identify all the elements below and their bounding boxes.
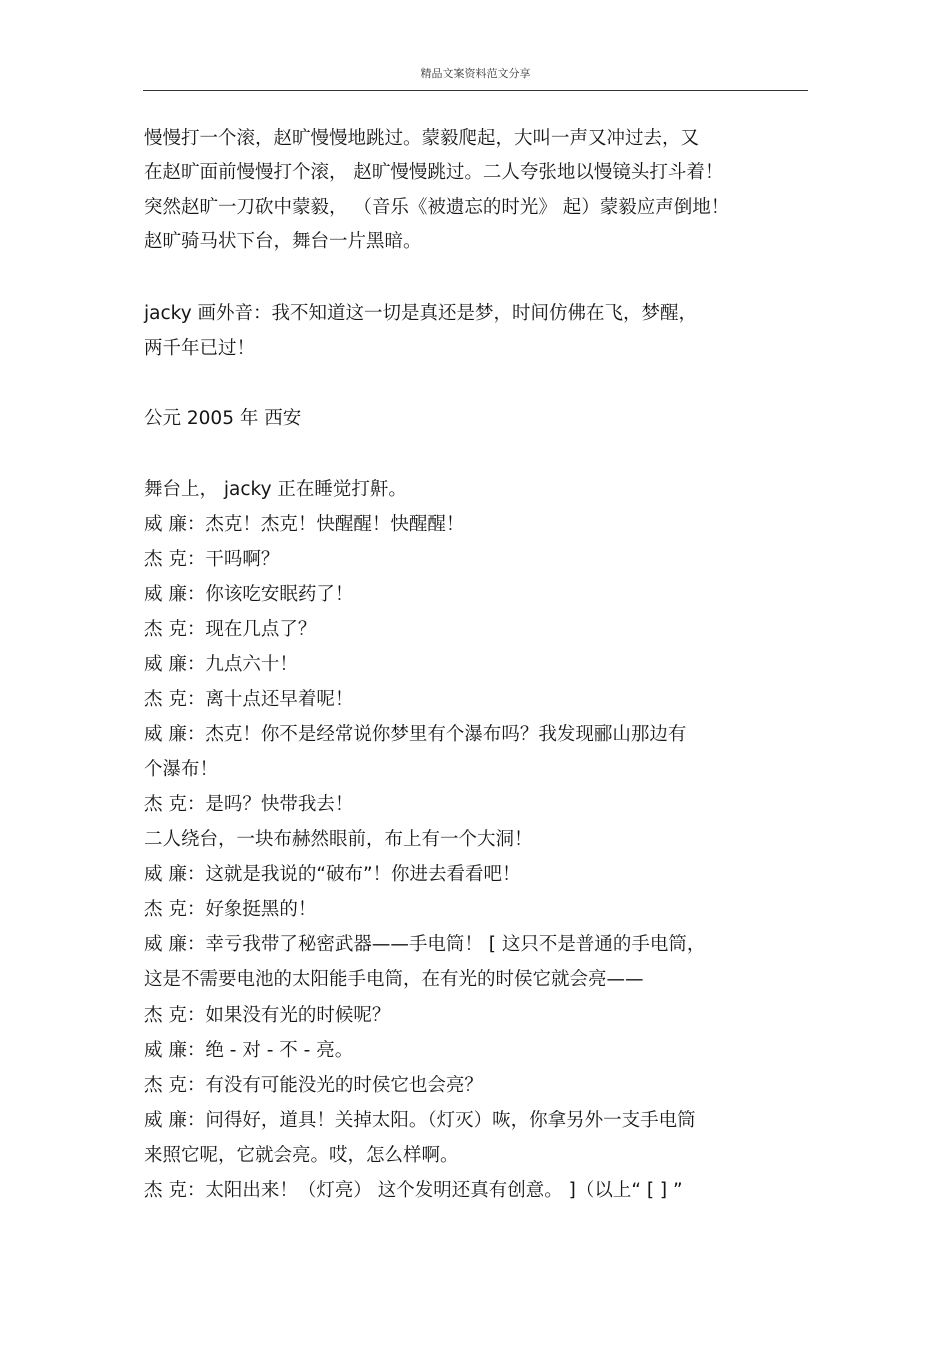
text-line: jacky 画外音：我不知道这一切是真还是梦，时间仿佛在飞，梦醒， xyxy=(144,303,698,324)
text-line: 舞台上， jacky 正在睡觉打鼾。 xyxy=(144,479,407,500)
text-line: 突然赵旷一刀砍中蒙毅， （音乐《被遗忘的时光》 起）蒙毅应声倒地！ xyxy=(144,197,730,218)
dialogue-line: 杰 克：如果没有光的时候呢？ xyxy=(144,1005,391,1026)
dialogue-line: 威 廉：你该吃安眠药了！ xyxy=(144,584,354,605)
text-line: 两千年已过！ xyxy=(144,338,256,359)
dialogue-line: 杰 克：干吗啊？ xyxy=(144,549,280,570)
dialogue-line: 来照它呢，它就会亮。哎，怎么样啊。 xyxy=(144,1145,459,1166)
dialogue-line: 杰 克：现在几点了？ xyxy=(144,619,317,640)
header-divider xyxy=(143,90,808,91)
dialogue-line: 杰 克：是吗？快带我去！ xyxy=(144,794,354,815)
dialogue-line: 杰 克：太阳出来！（灯亮） 这个发明还真有创意。 ]（以上“ [ ] ” xyxy=(144,1180,683,1201)
text-line: 在赵旷面前慢慢打个滚， 赵旷慢慢跳过。二人夸张地以慢镜头打斗着！ xyxy=(144,162,724,183)
dialogue-line: 威 廉：这就是我说的“破布”！你进去看看吧！ xyxy=(144,864,521,885)
dialogue-line: 个瀑布！ xyxy=(144,759,219,780)
stage-direction: 二人绕台，一块布赫然眼前，布上有一个大洞！ xyxy=(144,829,533,850)
text-line: 慢慢打一个滚，赵旷慢慢地跳过。蒙毅爬起，大叫一声又冲过去，又 xyxy=(144,128,700,149)
dialogue-line: 威 廉：绝 - 对 - 不 - 亮。 xyxy=(144,1040,354,1061)
text-line: 公元 2005 年 西安 xyxy=(144,408,302,429)
dialogue-line: 这是不需要电池的太阳能手电筒，在有光的时侯它就会亮—— xyxy=(144,969,644,990)
dialogue-line: 威 廉：杰克！你不是经常说你梦里有个瀑布吗？我发现郦山那边有 xyxy=(144,724,687,745)
dialogue-line: 威 廉：杰克！杰克！快醒醒！快醒醒！ xyxy=(144,514,465,535)
dialogue-line: 威 廉：九点六十！ xyxy=(144,654,298,675)
dialogue-line: 杰 克：离十点还早着呢！ xyxy=(144,689,354,710)
dialogue-line: 杰 克：好象挺黑的！ xyxy=(144,899,317,920)
page-header: 精品文案资料范文分享 xyxy=(420,67,531,80)
dialogue-line: 威 廉：幸亏我带了秘密武器——手电筒！ [ 这只不是普通的手电筒， xyxy=(144,934,706,955)
dialogue-line: 威 廉：问得好，道具！关掉太阳。（灯灭）咴，你拿另外一支手电筒 xyxy=(144,1110,696,1131)
dialogue-line: 杰 克：有没有可能没光的时侯它也会亮？ xyxy=(144,1075,483,1096)
text-line: 赵旷骑马状下台，舞台一片黑暗。 xyxy=(144,231,422,252)
